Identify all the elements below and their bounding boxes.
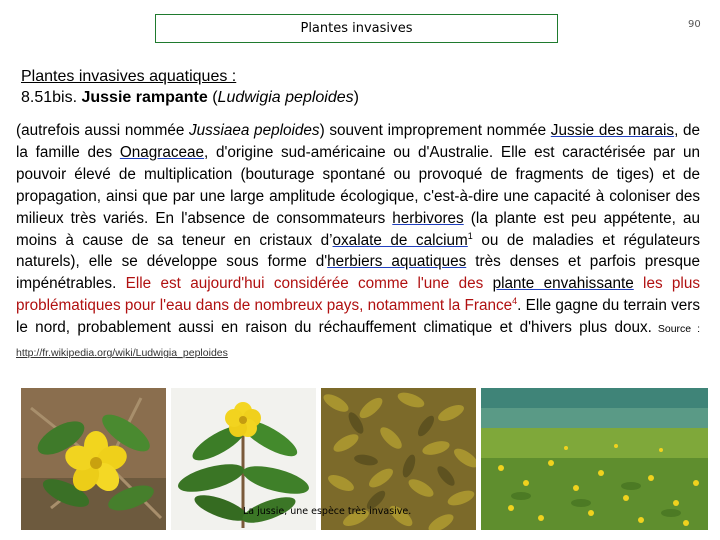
body-text: . Elle gagne du terrain vers le nord, probablement aussi en raison du réchauffement climatique et d'hivers plus doux. bbox=[16, 297, 700, 337]
footnote-ref-1[interactable]: 1 bbox=[467, 230, 473, 241]
body-text: (la plante est peu appétente, au moins à cause de sa teneur en cristaux d’ bbox=[16, 209, 700, 249]
body-text: , d'origine sud-américaine ou d'Australie. Elle est caractérisée par un pouvoir élevé de multiplication (bouturage spontané ou provoqué de fragments de tiges) et de propagation, ainsi que par une large amplitude écologique, c'est-à-dire une capacité à coloniser des milieux très variés. En l'absence de consommateurs bbox=[16, 143, 700, 227]
heading-category: Plantes invasives aquatiques : bbox=[21, 68, 237, 85]
photo-flower bbox=[21, 388, 166, 530]
footnote-ref-4[interactable]: 4 bbox=[512, 296, 518, 307]
body-text: , de la famille des bbox=[16, 122, 700, 161]
link-herbiers-aquatiques[interactable]: herbiers aquatiques bbox=[327, 253, 467, 271]
source-label: Source : bbox=[651, 323, 700, 336]
slide-title: Plantes invasives bbox=[300, 21, 413, 36]
heading-paren-close: ) bbox=[353, 89, 359, 106]
description-paragraph bbox=[16, 120, 700, 365]
body-text: ou de maladies et régulateurs naturels), elle se développe sous forme d' bbox=[16, 231, 700, 271]
section-heading bbox=[21, 66, 359, 108]
photo-waterway bbox=[481, 388, 708, 530]
link-plante-envahissante[interactable]: plante envahissante bbox=[492, 275, 634, 293]
source-link[interactable]: http://fr.wikipedia.org/wiki/Ludwigia_peploides bbox=[16, 347, 228, 360]
heading-species-name: Jussie rampante bbox=[81, 89, 208, 106]
body-text: ) souvent improprement nommée bbox=[319, 122, 551, 139]
link-herbivores[interactable]: herbivores bbox=[392, 209, 464, 227]
photo-caption: La jussie, une espèce très invasive. bbox=[243, 506, 412, 517]
link-oxalate-de-calcium[interactable]: oxalate de calcium bbox=[332, 231, 468, 249]
body-latin-name: Jussiaea peploides bbox=[189, 122, 320, 139]
highlighted-text: Elle est aujourd'hui considérée comme l'une des bbox=[125, 275, 493, 293]
body-text: (autrefois aussi nommée bbox=[16, 122, 190, 139]
link-jussie-des-marais[interactable]: Jussie des marais bbox=[550, 122, 675, 139]
link-onagraceae[interactable]: Onagraceae bbox=[119, 143, 205, 161]
flower-photo-image bbox=[21, 388, 166, 530]
body-text: très denses et parfois presque impénétrables. bbox=[16, 253, 700, 293]
heading-latin-name: Ludwigia peploides bbox=[217, 89, 354, 106]
page-number: 90 bbox=[688, 19, 701, 30]
heading-number: 8.51bis. bbox=[21, 89, 82, 106]
slide-title-box bbox=[155, 14, 558, 43]
heading-paren-open: ( bbox=[207, 89, 218, 106]
highlighted-text: les plus problématiques pour l'eau dans de nombreux pays, notamment la France bbox=[16, 275, 700, 315]
waterway-photo-image bbox=[481, 388, 708, 530]
